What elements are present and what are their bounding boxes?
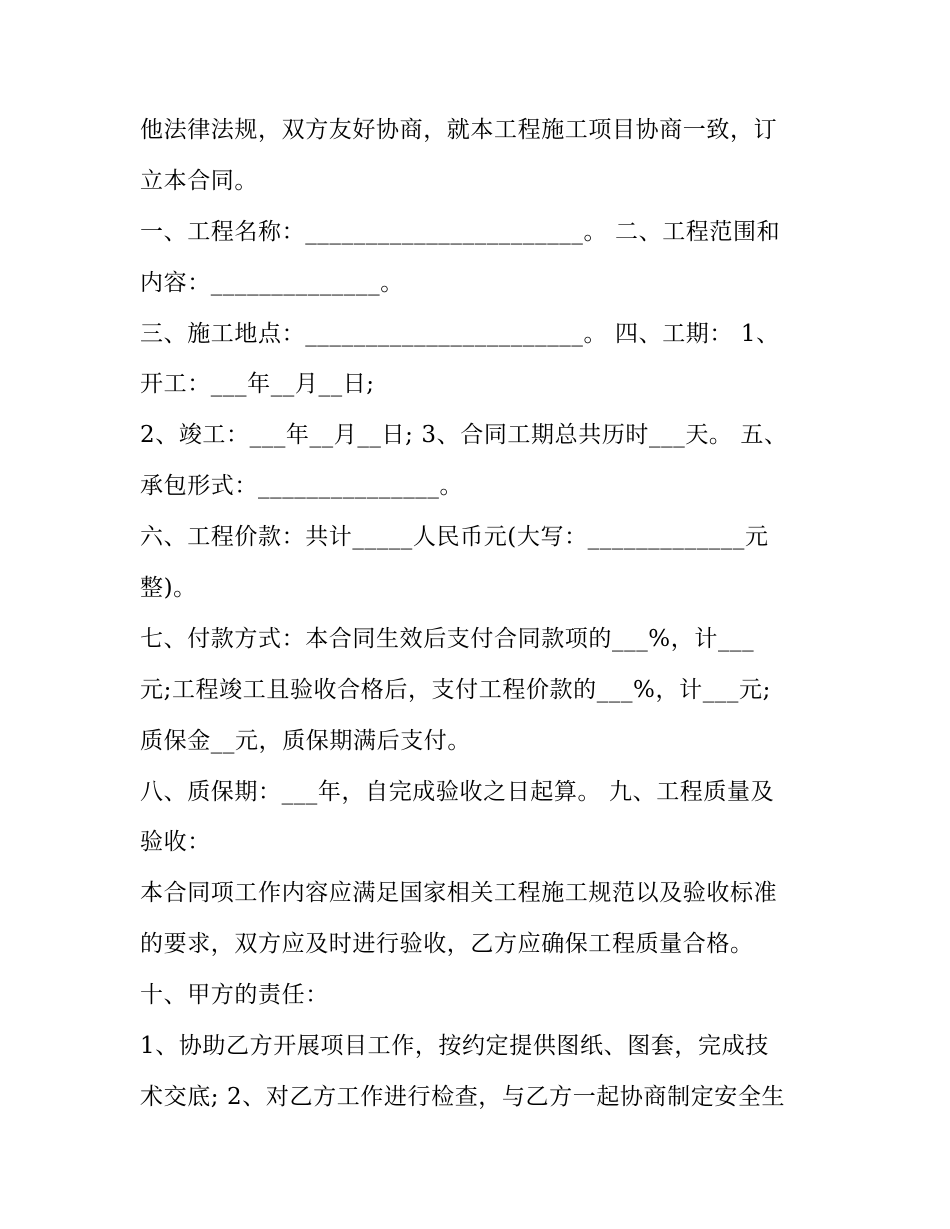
text-line-09: 六、工程价款：共计_____人民币元(大写：_____________元 bbox=[140, 524, 769, 551]
text-line-17: 的要求，双方应及时进行验收，乙方应确保工程质量合格。 bbox=[140, 931, 754, 958]
text-line-08: 承包形式：_______________。 bbox=[140, 473, 464, 500]
text-line-05: 三、施工地点：_______________________。 四、工期： 1、 bbox=[140, 320, 780, 347]
text-line-20: 术交底; 2、对乙方工作进行检查，与乙方一起协商制定安全生 bbox=[140, 1083, 786, 1110]
text-line-11: 七、付款方式：本合同生效后支付合同款项的___%，计___ bbox=[140, 625, 755, 652]
text-line-14: 八、质保期：___年，自完成验收之日起算。 九、工程质量及 bbox=[140, 778, 775, 805]
text-line-18: 十、甲方的责任： bbox=[140, 982, 329, 1009]
text-line-02: 立本合同。 bbox=[140, 167, 258, 194]
text-line-03: 一、工程名称：_______________________。 二、工程范围和 bbox=[140, 218, 781, 245]
text-line-01: 他法律法规，双方友好协商，就本工程施工项目协商一致，订 bbox=[140, 117, 778, 143]
text-line-16: 本合同项工作内容应满足国家相关工程施工规范以及验收标准 bbox=[140, 880, 778, 907]
contract-body bbox=[140, 105, 820, 1123]
text-line-12: 元;工程竣工且验收合格后，支付工程价款的___%，计___元; bbox=[140, 676, 771, 703]
text-line-19: 1、协助乙方开展项目工作，按约定提供图纸、图套，完成技 bbox=[140, 1033, 769, 1060]
text-line-07: 2、竣工：___年__月__日; 3、合同工期总共历时___天。 五、 bbox=[140, 422, 788, 449]
text-line-15: 验收： bbox=[140, 829, 211, 856]
text-line-13: 质保金__元，质保期满后支付。 bbox=[140, 727, 471, 754]
text-line-06: 开工：___年__月__日; bbox=[140, 371, 375, 398]
text-line-04: 内容：______________。 bbox=[140, 269, 404, 296]
text-line-10: 整)。 bbox=[140, 575, 197, 602]
